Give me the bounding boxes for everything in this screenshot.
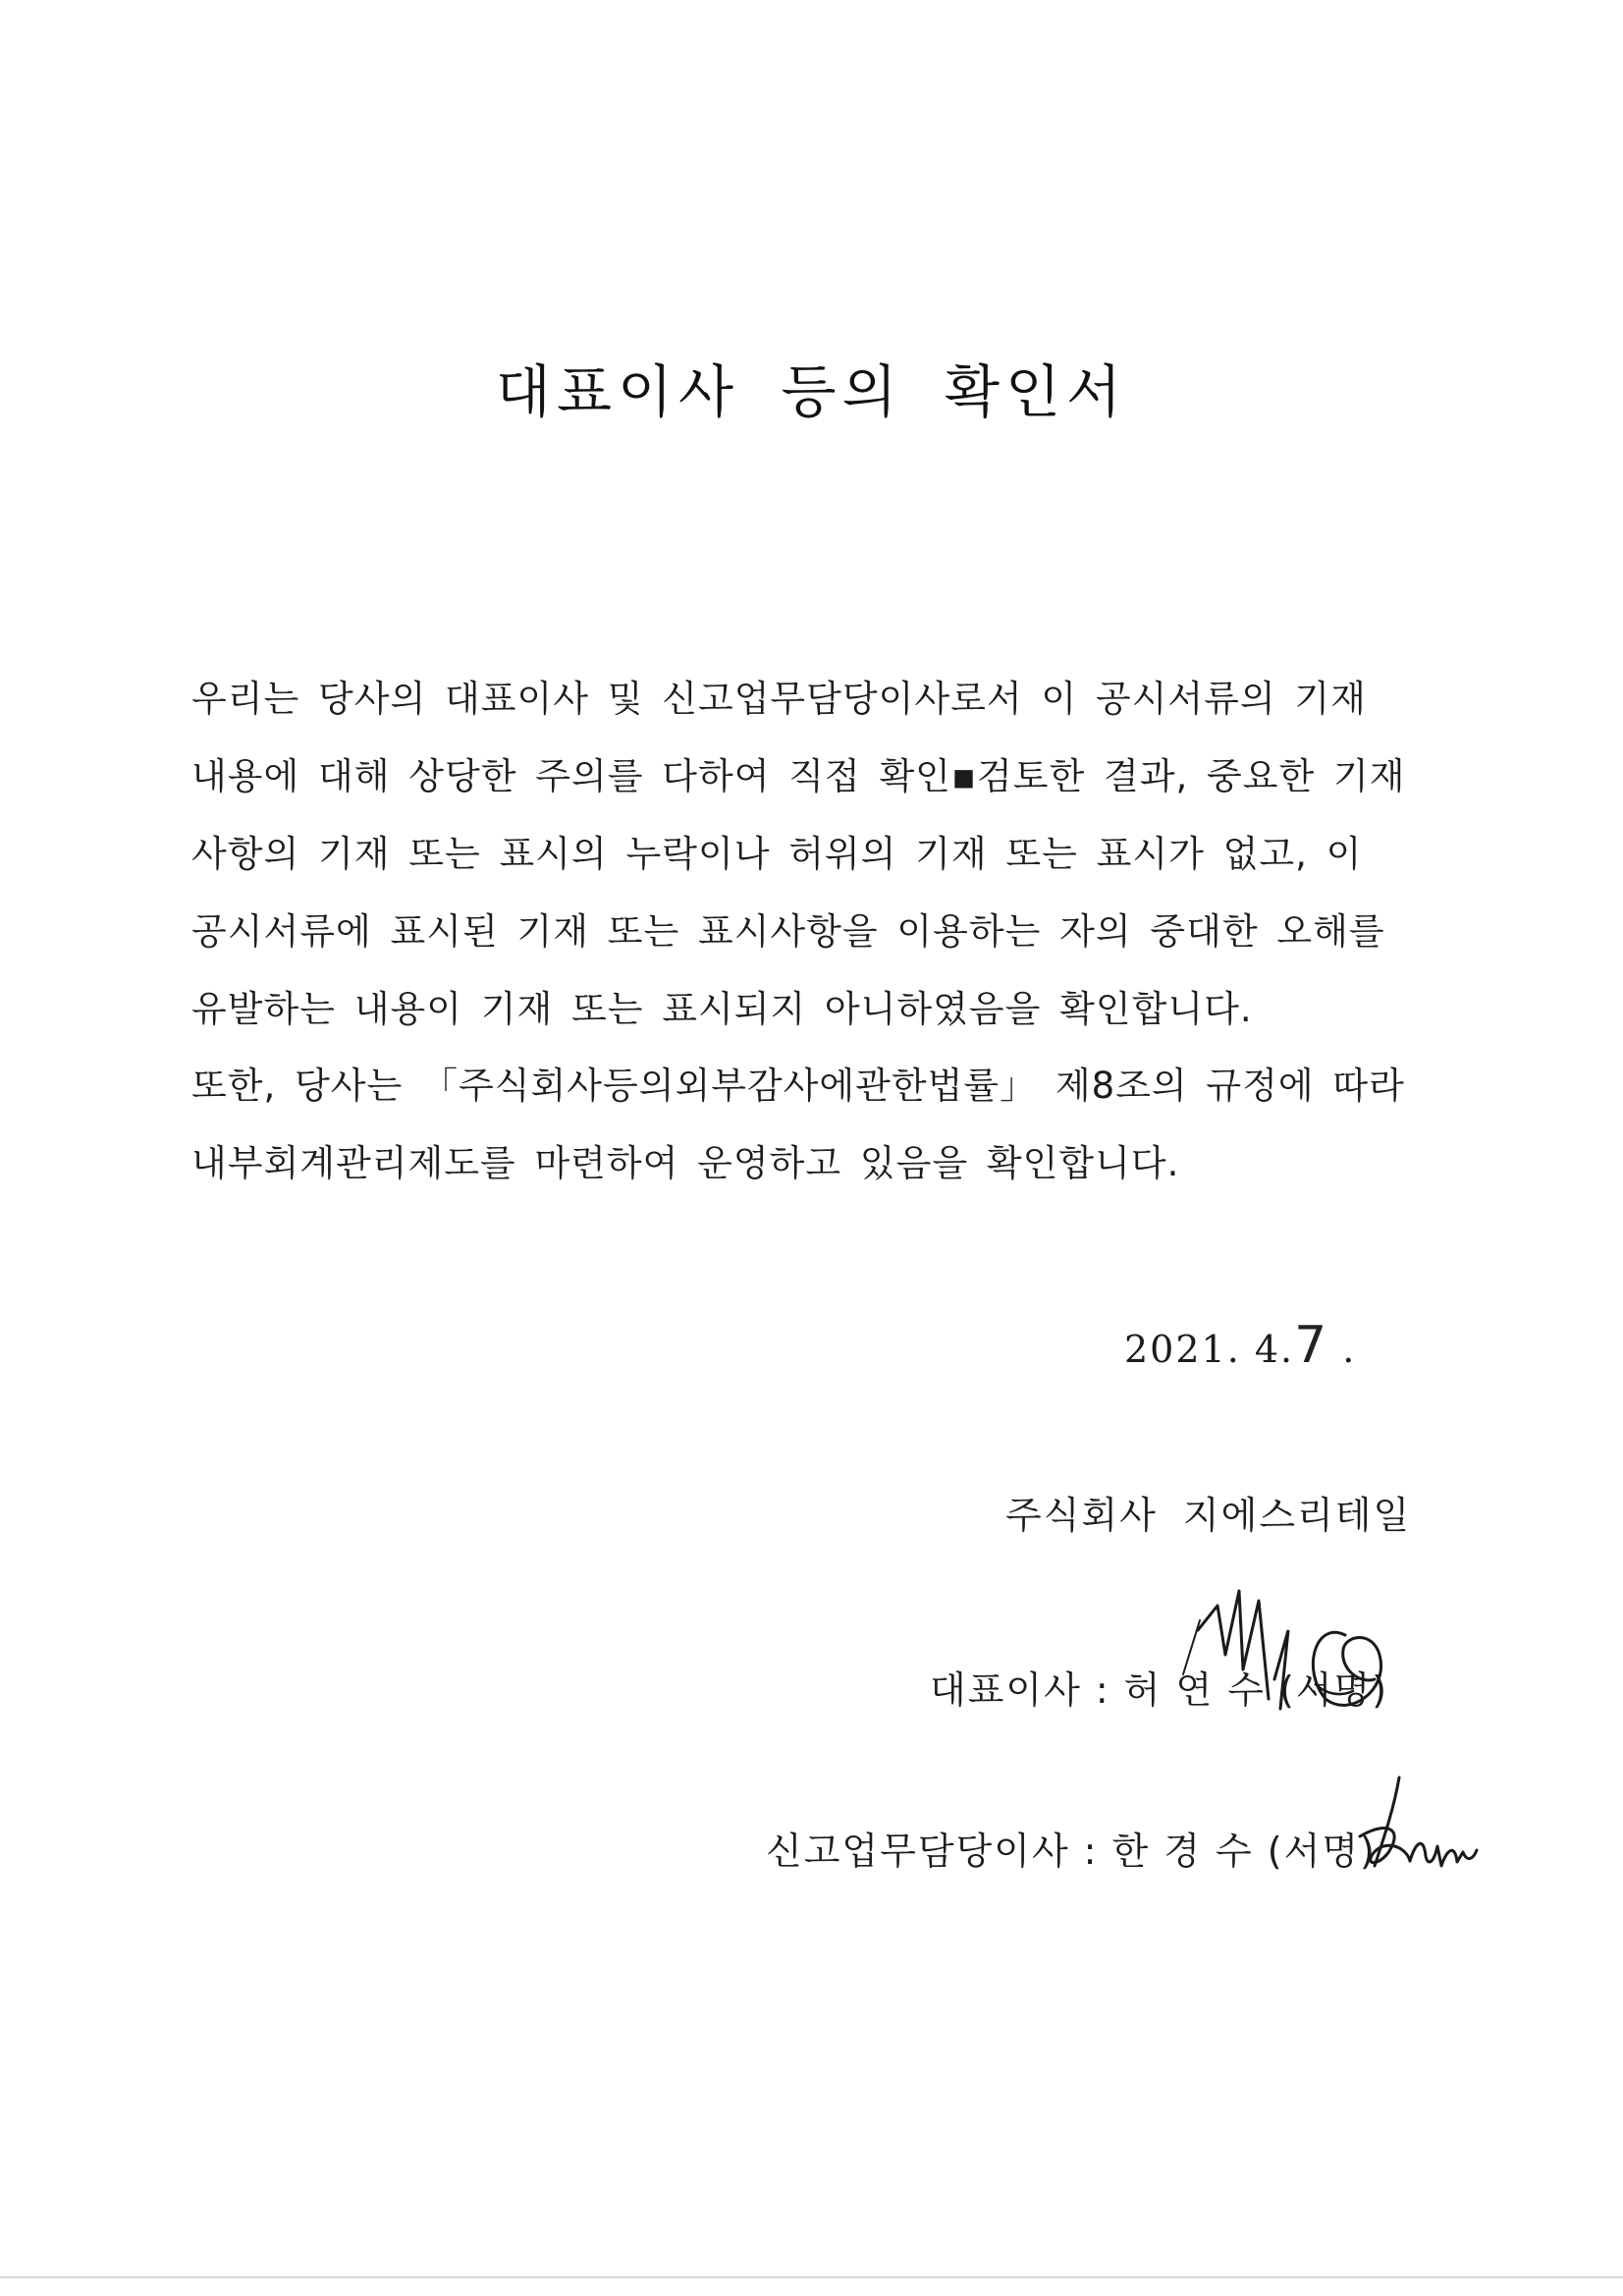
scan-edge-line: [0, 2276, 1623, 2278]
internal-control-paragraph: [191, 1047, 1438, 1202]
signatory-separator: :: [1083, 1830, 1099, 1873]
confirmation-paragraph: [191, 660, 1438, 1048]
date-day-handwritten: 7: [1294, 1316, 1329, 1375]
reporting-director-signature-line: [766, 1821, 1377, 1875]
document-title: 대표이사 등의 확인서: [495, 358, 1128, 425]
document-date: [1124, 1316, 1356, 1375]
paragraph-line: 내부회계관리제도를 마련하여 운영하고 있음을 확인합니다.: [191, 1142, 1180, 1184]
paragraph-line: 내용에 대해 상당한 주의를 다하여 직접 확인▪검토한 결과, 중요한 기재: [191, 755, 1406, 797]
signature-label: (서명): [1278, 1668, 1389, 1712]
paragraph-line: 우리는 당사의 대표이사 및 신고업무담당이사로서 이 공시서류의 기재: [191, 678, 1367, 720]
signatory-role: 대표이사: [930, 1668, 1082, 1712]
signatory-separator: :: [1095, 1668, 1110, 1712]
signatory-role: 신고업무담당이사: [766, 1830, 1070, 1873]
paragraph-line: 사항의 기재 또는 표시의 누락이나 허위의 기재 또는 표시가 없고, 이: [191, 833, 1363, 875]
paragraph-line: 공시서류에 표시된 기재 또는 표시사항을 이용하는 자의 중대한 오해를: [191, 910, 1385, 953]
paragraph-line: 유발하는 내용이 기재 또는 표시되지 아니하였음을 확인합니다.: [191, 988, 1253, 1030]
company-name: 주식회사 지에스리테일: [1005, 1494, 1412, 1537]
signatory-name: 한 경 수: [1111, 1830, 1254, 1873]
signatory-name: 허 연 수: [1123, 1668, 1266, 1712]
date-prefix: 2021. 4.: [1124, 1328, 1295, 1371]
date-suffix: .: [1328, 1328, 1357, 1371]
paragraph-line: 또한, 당사는 「주식회사등의외부감사에관한법률」 제8조의 규정에 따라: [191, 1065, 1405, 1107]
ceo-signature-line: [930, 1660, 1388, 1714]
signature-label: (서명): [1267, 1830, 1377, 1873]
